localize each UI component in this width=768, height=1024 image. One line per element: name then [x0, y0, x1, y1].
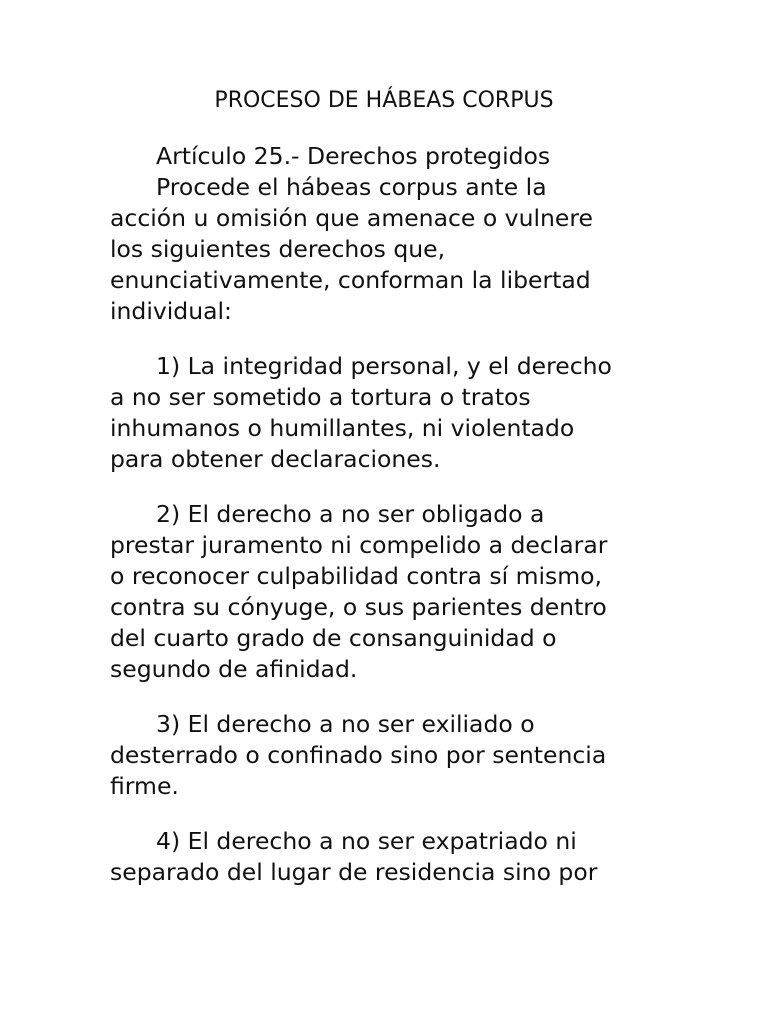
list-item: 3) El derecho a no ser exiliado o desterrado o confinado sino por sentencia firme. — [110, 710, 607, 800]
article-intro: Procede el hábeas corpus ante la acción u omisión que amenace o vulnere los siguientes derechos que, enunciativamente, conforman la libertad individual: — [110, 173, 593, 325]
article-heading: Artículo 25.- Derechos protegidos — [156, 142, 551, 170]
list-item: 4) El derecho a no ser expatriado ni separado del lugar de residencia sino por — [110, 827, 598, 886]
list-item: 2) El derecho a no ser obligado a prestar juramento ni compelido a declarar o reconocer culpabilidad contra sí mismo, contra su cónyuge, o sus parientes dentro del cuarto grado de consanguinidad o segundo de afinidad. — [110, 500, 608, 683]
document-body — [110, 141, 670, 912]
list-item: 1) La integridad personal, y el derecho a no ser sometido a tortura o tratos inhumanos o humillantes, ni violentado para obtener declaraciones. — [110, 352, 612, 473]
document-title: PROCESO DE HÁBEAS CORPUS — [214, 88, 554, 113]
